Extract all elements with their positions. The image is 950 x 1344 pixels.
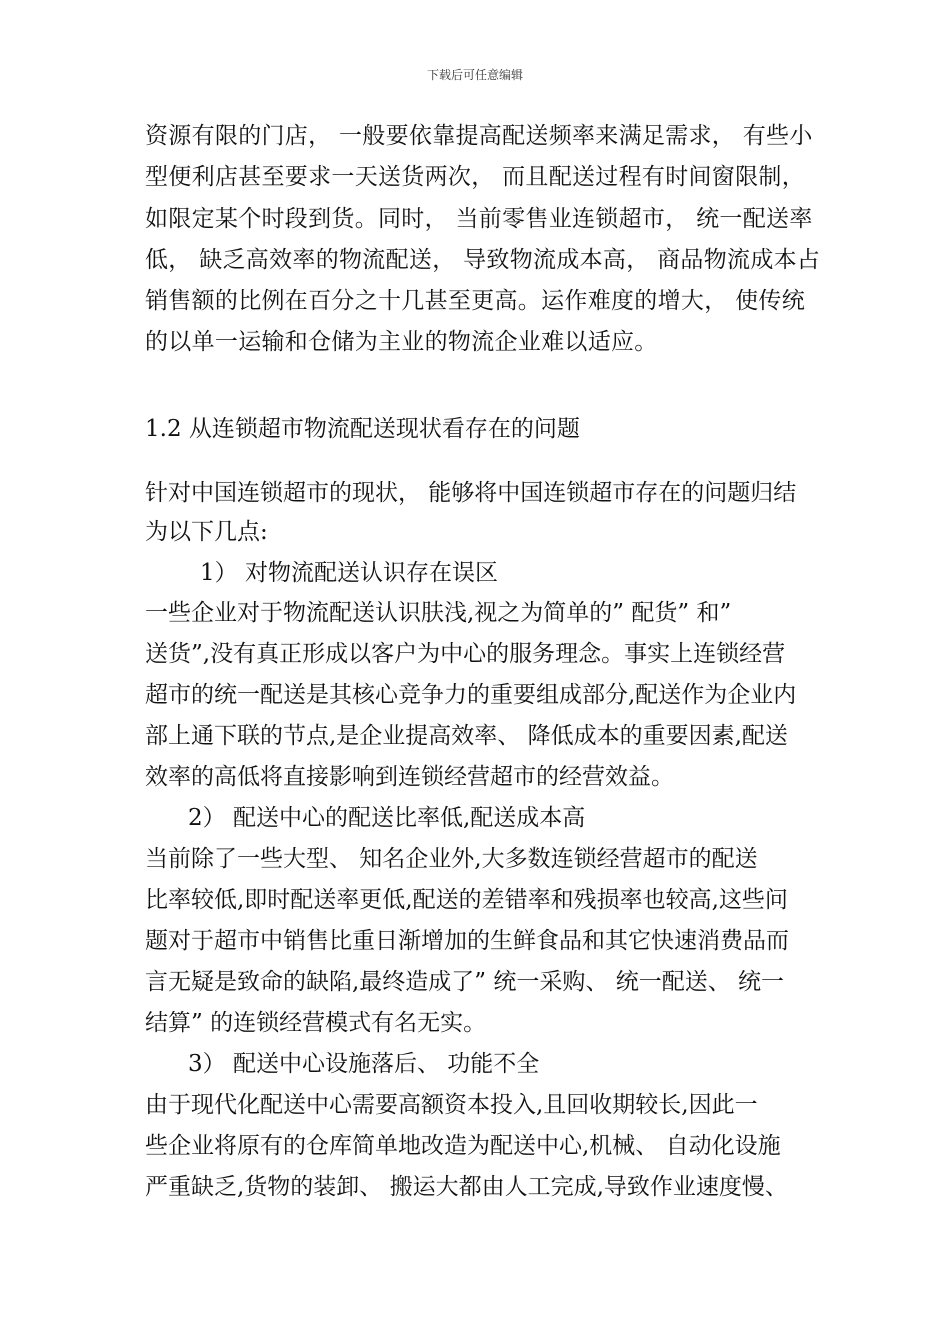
item-body-line: 言无疑是致命的缺陷,最终造成了” 统一采购、 统一配送、 统一 xyxy=(145,969,785,995)
item-body-line: 一些企业对于物流配送认识肤浅,视之为简单的” 配货” 和” xyxy=(145,600,732,626)
item-body-line: 些企业将原有的仓库简单地改造为配送中心,机械、 自动化设施 xyxy=(145,1133,781,1159)
item-title: 3） 配送中心设施落后、 功能不全 xyxy=(188,1051,540,1077)
item-title: 1） 对物流配送认识存在误区 xyxy=(200,560,498,586)
paragraph-line: 的以单一运输和仓储为主业的物流企业难以适应。 xyxy=(145,329,658,355)
item-title: 2） 配送中心的配送比率低,配送成本高 xyxy=(188,805,586,831)
paragraph-line: 低， 缺乏高效率的物流配送， 导致物流成本高， 商品物流成本占 xyxy=(145,247,821,273)
item-body-line: 题对于超市中销售比重日渐增加的生鲜食品和其它快速消费品而 xyxy=(145,928,789,954)
intro-line: 针对中国连锁超市的现状， 能够将中国连锁超市存在的问题归结 xyxy=(145,480,797,506)
page-header-text: 下载后可任意编辑 xyxy=(426,68,523,82)
paragraph-line: 型便利店甚至要求一天送货两次， 而且配送过程有时间窗限制， xyxy=(145,164,806,190)
item-body-line: 由于现代化配送中心需要高额资本投入,且回收期较长,因此一 xyxy=(145,1092,758,1118)
intro-line: 为以下几点: xyxy=(145,519,268,545)
item-body-line: 部上通下联的节点,是企业提高效率、 降低成本的重要因素,配送 xyxy=(145,723,788,749)
item-body-line: 当前除了一些大型、 知名企业外,大多数连锁经营超市的配送 xyxy=(145,846,758,872)
paragraph-line: 资源有限的门店， 一般要依靠提高配送频率来满足需求， 有些小 xyxy=(145,123,813,149)
item-body-line: 严重缺乏,货物的装卸、 搬运大都由人工完成,导致作业速度慢、 xyxy=(145,1174,788,1200)
item-body-line: 效率的高低将直接影响到连锁经营超市的经营效益。 xyxy=(145,764,674,790)
paragraph-line: 如限定某个时段到货。同时， 当前零售业连锁超市， 统一配送率 xyxy=(145,206,813,232)
paragraph-line: 销售额的比例在百分之十几甚至更高。运作难度的增大， 使传统 xyxy=(145,288,806,314)
item-body-line: 结算” 的连锁经营模式有名无实。 xyxy=(145,1010,487,1036)
item-body-line: 比率较低,即时配送率更低,配送的差错率和残损率也较高,这些问 xyxy=(145,887,788,913)
item-body-line: 超市的统一配送是其核心竞争力的重要组成部分,配送作为企业内 xyxy=(145,682,797,708)
section-heading: 1.2 从连锁超市物流配送现状看存在的问题 xyxy=(145,416,580,442)
item-body-line: 送货”,没有真正形成以客户为中心的服务理念。事实上连锁经营 xyxy=(145,641,786,667)
